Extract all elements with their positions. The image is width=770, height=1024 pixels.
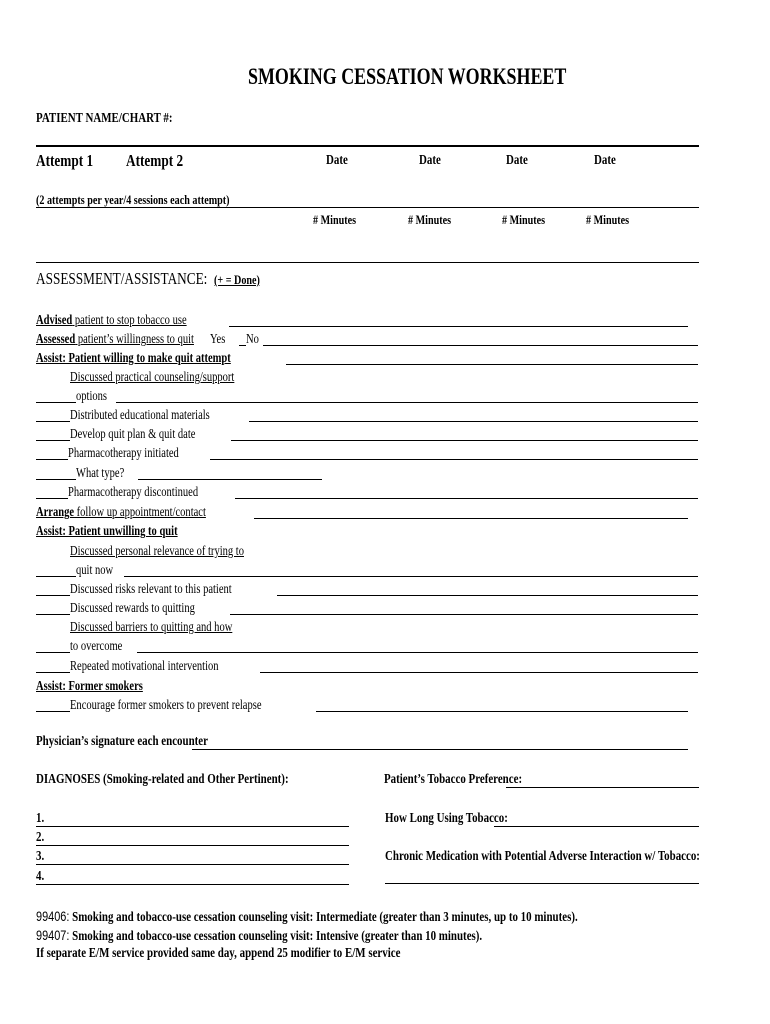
- checklist-row-unwilling-5[interactable]: to overcome: [36, 636, 698, 655]
- checklist-row-assist-willing[interactable]: Assist: Patient willing to make quit attempt: [36, 348, 698, 367]
- checklist-row-arrange[interactable]: Arrange follow up appointment/contact: [36, 502, 698, 521]
- checklist-row-willing-1[interactable]: options: [36, 386, 698, 405]
- signature-line[interactable]: [192, 749, 688, 750]
- checklist-row-advised[interactable]: Advised patient to stop tobacco use: [36, 310, 698, 329]
- code-99407: 99407: Smoking and tobacco-use cessation counseling visit: Intensive (greater than 10 minutes).: [36, 927, 483, 944]
- chronic-medication-label: Chronic Medication with Potential Adverse Interaction w/ Tobacco:: [385, 849, 700, 864]
- date-line[interactable]: [36, 207, 699, 208]
- attempt-2-label: Attempt 2: [126, 151, 184, 170]
- checklist-row-willing-5[interactable]: What type?: [36, 463, 322, 482]
- code-99406: 99406: Smoking and tobacco-use cessation counseling visit: Intermediate (greater than 3 minutes, up to 10 minutes).: [36, 908, 578, 925]
- checklist-row-unwilling-4[interactable]: Discussed barriers to quitting and how: [36, 617, 698, 636]
- diagnosis-3-line[interactable]: [36, 864, 349, 865]
- checklist-row-unwilling-6[interactable]: Repeated motivational intervention: [36, 656, 698, 675]
- checklist-row-assist-former[interactable]: Assist: Former smokers: [36, 676, 698, 695]
- minutes-label-2: # Minutes: [408, 212, 452, 227]
- tobacco-preference-label: Patient’s Tobacco Preference:: [384, 772, 523, 787]
- yes-option[interactable]: Yes: [210, 331, 230, 347]
- how-long-label: How Long Using Tobacco:: [385, 811, 508, 826]
- checklist-row-unwilling-1[interactable]: quit now: [36, 560, 698, 579]
- checklist-row-unwilling-0[interactable]: Discussed personal relevance of trying to: [36, 541, 698, 560]
- tobacco-preference-line[interactable]: [506, 787, 699, 788]
- assessment-heading: ASSESSMENT/ASSISTANCE: (+ = Done): [36, 269, 260, 288]
- chronic-medication-line[interactable]: [385, 883, 699, 884]
- patient-name-label: PATIENT NAME/CHART #:: [36, 111, 173, 126]
- attempt-1-label: Attempt 1: [36, 151, 94, 170]
- modifier-note: If separate E/M service provided same day, append 25 modifier to E/M service: [36, 946, 401, 961]
- diagnosis-3: 3.: [36, 849, 45, 864]
- diagnosis-1: 1.: [36, 811, 45, 826]
- minutes-label-4: # Minutes: [586, 212, 630, 227]
- page-title: SMOKING CESSATION WORKSHEET: [248, 64, 567, 89]
- checklist-row-willing-0[interactable]: Discussed practical counseling/support: [36, 367, 698, 386]
- diagnosis-4-line[interactable]: [36, 884, 349, 885]
- checklist-row-assist-unwilling[interactable]: Assist: Patient unwilling to quit: [36, 521, 698, 540]
- date-label-4: Date: [594, 153, 616, 168]
- diagnoses-heading: DIAGNOSES (Smoking-related and Other Pertinent):: [36, 772, 289, 787]
- diagnosis-2-line[interactable]: [36, 845, 349, 846]
- date-label-2: Date: [419, 153, 441, 168]
- signature-label: Physician’s signature each encounter: [36, 734, 208, 749]
- how-long-line[interactable]: [494, 826, 699, 827]
- attempts-note: (2 attempts per year/4 sessions each attempt): [36, 192, 230, 207]
- minutes-line[interactable]: [36, 262, 699, 263]
- checklist-row-willing-3[interactable]: Develop quit plan & quit date: [36, 424, 698, 443]
- no-option[interactable]: No: [246, 331, 263, 347]
- checklist-row-willing-6[interactable]: Pharmacotherapy discontinued: [36, 482, 698, 501]
- diagnosis-1-line[interactable]: [36, 826, 349, 827]
- diagnosis-4: 4.: [36, 869, 45, 884]
- checklist-row-unwilling-2[interactable]: Discussed risks relevant to this patient: [36, 579, 698, 598]
- diagnosis-2: 2.: [36, 830, 45, 845]
- minutes-label-1: # Minutes: [313, 212, 357, 227]
- patient-name-line[interactable]: [36, 145, 699, 147]
- checklist-row-assessed[interactable]: Assessed patient’s willingness to quit Yes No: [36, 329, 698, 348]
- checklist-row-unwilling-3[interactable]: Discussed rewards to quitting: [36, 598, 698, 617]
- minutes-label-3: # Minutes: [502, 212, 546, 227]
- date-label-1: Date: [326, 153, 348, 168]
- date-label-3: Date: [506, 153, 528, 168]
- checklist-row-willing-4[interactable]: Pharmacotherapy initiated: [36, 443, 698, 462]
- checklist-row-willing-2[interactable]: Distributed educational materials: [36, 405, 698, 424]
- checklist-row-former-0[interactable]: Encourage former smokers to prevent relapse: [36, 695, 698, 714]
